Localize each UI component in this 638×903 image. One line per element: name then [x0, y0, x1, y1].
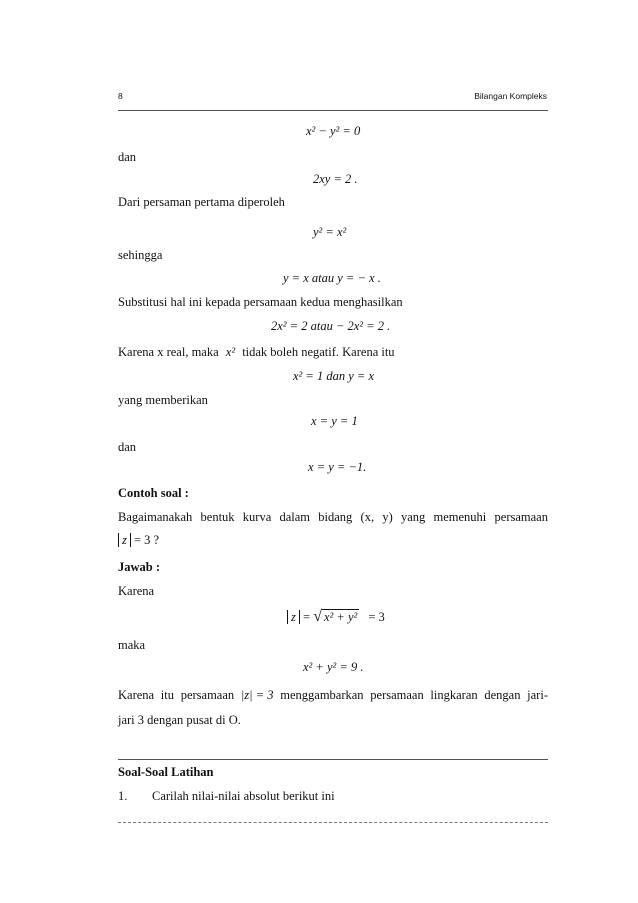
abs-z-2: z — [287, 610, 300, 624]
equation-6: x² = 1 dan y = x — [293, 369, 375, 383]
text-dan-1: dan — [118, 150, 137, 164]
conclusion-word: persamaan — [370, 688, 424, 702]
contoh-equation — [118, 533, 159, 548]
question-word: bentuk — [200, 510, 235, 524]
conclusion-word: dengan — [484, 688, 521, 702]
text-karena-2: Karena — [118, 584, 155, 598]
equation-2: 2xy = 2 . — [313, 172, 358, 186]
text-yang-memberikan: yang memberikan — [118, 393, 208, 407]
conclusion-word: lingkaran — [430, 688, 478, 702]
contoh-question — [118, 510, 548, 525]
exercise-1-number: 1. — [118, 789, 128, 803]
equation-9 — [287, 608, 385, 626]
question-word: y) — [382, 510, 393, 524]
jawab-heading: Jawab : — [118, 560, 161, 574]
section-rule — [118, 759, 548, 760]
section-title: Soal-Soal Latihan — [118, 765, 214, 779]
sqrt-expression — [313, 608, 359, 626]
conclusion-word: itu — [160, 688, 174, 702]
eq9-equals: = — [303, 610, 311, 624]
conclusion-equation: |z| = 3 — [240, 688, 274, 702]
equation-5: 2x² = 2 atau − 2x² = 2 . — [271, 319, 391, 333]
question-word: bidang — [318, 510, 353, 524]
text-karena-pre: Karena x real, maka — [118, 345, 219, 359]
text-karena-line — [118, 345, 395, 360]
question-word: memenuhi — [433, 510, 487, 524]
conclusion-word: menggambarkan — [280, 688, 364, 702]
equation-7: x = y = 1 — [311, 414, 358, 428]
question-word: yang — [400, 510, 426, 524]
footer-rule — [118, 822, 548, 823]
question-word: dalam — [279, 510, 311, 524]
exercise-1-text: Carilah nilai-nilai absolut berikut ini — [152, 789, 335, 803]
equation-4: y = x atau y = − x . — [283, 271, 381, 285]
question-word: Bagaimanakah — [118, 510, 193, 524]
conclusion-line-2: jari 3 dengan pusat di O. — [118, 713, 241, 727]
text-substitusi: Substitusi hal ini kepada persamaan kedua menghasilkan — [118, 295, 403, 309]
text-karena-post: tidak boleh negatif. Karena itu — [242, 345, 395, 359]
contoh-equation-rest: = 3 ? — [134, 533, 160, 547]
text-sehingga: sehingga — [118, 248, 163, 262]
sqrt-icon: √ — [313, 608, 322, 625]
text-dari: Dari persaman pertama diperoleh — [118, 195, 285, 209]
conclusion-word: Karena — [118, 688, 155, 702]
conclusion-word: jari- — [527, 688, 548, 702]
eq9-rhs: = 3 — [368, 610, 385, 624]
equation-1: x² − y² = 0 — [306, 124, 361, 138]
equation-10: x² + y² = 9 . — [303, 660, 364, 674]
text-maka: maka — [118, 638, 146, 652]
text-karena-symbol: x² — [225, 345, 236, 359]
text-dan-2: dan — [118, 440, 137, 454]
question-word: persamaan — [494, 510, 548, 524]
question-word: (x, — [360, 510, 375, 524]
page-number: 8 — [118, 91, 123, 101]
conclusion-line-1 — [118, 688, 548, 703]
conclusion-word: persamaan — [180, 688, 235, 702]
equation-8: x = y = −1. — [308, 460, 367, 474]
abs-z: z — [118, 533, 131, 547]
question-word: kurva — [242, 510, 272, 524]
running-title: Bilangan Kompleks — [474, 91, 547, 101]
contoh-heading: Contoh soal : — [118, 486, 189, 500]
equation-3: y² = x² — [313, 225, 347, 239]
sqrt-radicand: x² + y² — [323, 610, 358, 624]
header-rule — [118, 110, 548, 111]
